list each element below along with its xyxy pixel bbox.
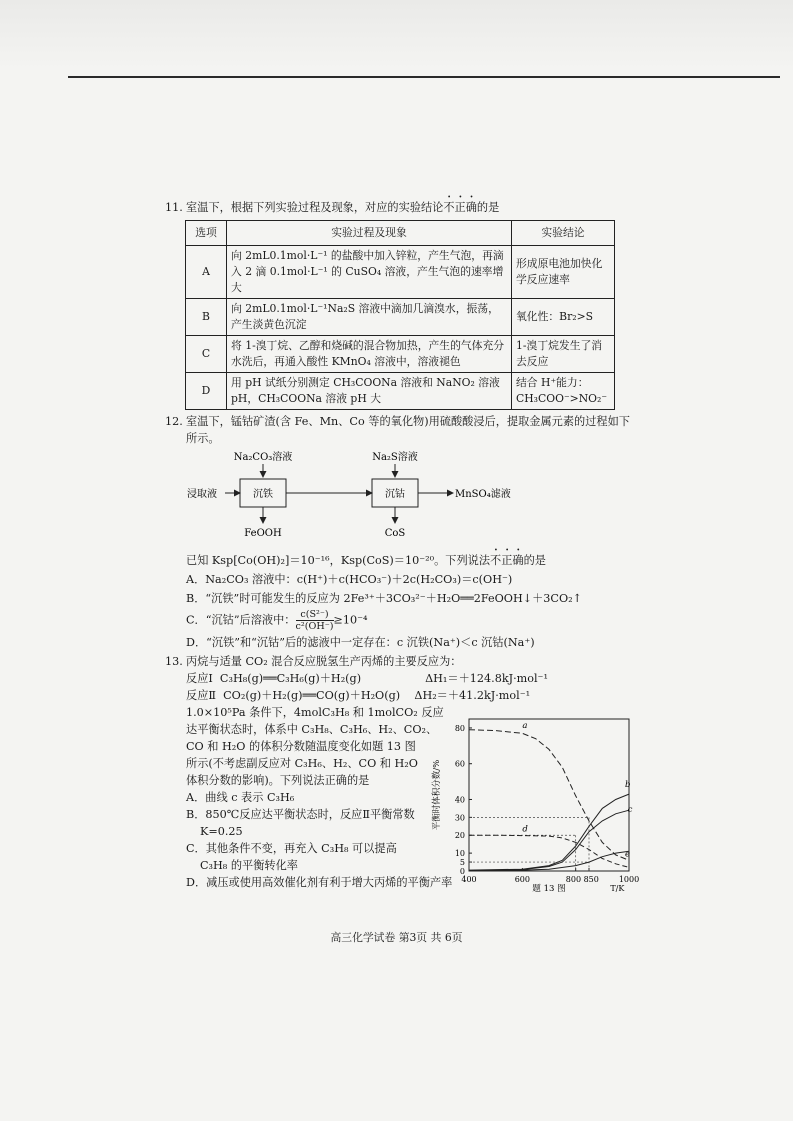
question-12 xyxy=(165,413,635,651)
flow-box-2-label: 沉钴 xyxy=(385,489,405,500)
table-row xyxy=(186,336,615,373)
y-tick-label: 30 xyxy=(454,813,465,823)
y-tick-label: 5 xyxy=(459,858,465,868)
series-label-b: b xyxy=(625,779,631,790)
series-label-d: d xyxy=(522,824,528,835)
q12-title-text: 室温下，锰钴矿渣(含 Fe、Mn、Co 等的氧化物)用硫酸酸浸后，提取金属元素的过程如下 xyxy=(186,415,630,428)
q13-description xyxy=(165,704,461,891)
reaction-2-equation: CO₂(g)＋H₂(g)══CO(g)＋H₂O(g) xyxy=(223,689,401,702)
y-tick-label: 0 xyxy=(459,867,465,876)
q11-conclusion-d: 结合 H⁺能力：CH₃COO⁻>NO₂⁻ xyxy=(512,373,615,410)
q11-title-post: 的是 xyxy=(476,201,500,214)
q11-header-conclusion: 实验结论 xyxy=(512,221,615,246)
q11-option-a: A xyxy=(186,246,227,299)
reaction-1-label: 反应Ⅰ xyxy=(186,672,213,685)
q11-option-d: D xyxy=(186,373,227,410)
y-tick-label: 40 xyxy=(454,795,465,805)
chart-series xyxy=(469,730,629,871)
table-row xyxy=(186,246,615,299)
q13-desc-line-5: 体积分数的影响)。下列说法正确的是 xyxy=(186,774,370,787)
y-tick-label: 20 xyxy=(454,831,465,841)
q11-conclusion-b: 氧化性：Br₂>S xyxy=(512,299,615,336)
page-footer: 高三化学试卷 第3页 共 6页 xyxy=(330,931,463,944)
series-line-b xyxy=(469,794,629,870)
fraction-denominator: c²(OH⁻) xyxy=(295,621,334,632)
q12-known-post: 的是 xyxy=(523,554,546,567)
q12-known xyxy=(186,547,635,569)
exam-page-content xyxy=(165,194,639,894)
q13-desc-line-1: 1.0×10⁵Pa 条件下，4molC₃H₈ 和 1molCO₂ 反应 xyxy=(186,706,444,719)
y-tick-label: 80 xyxy=(454,723,465,733)
series-label-c: c xyxy=(627,804,633,815)
q11-header-option: 选项 xyxy=(186,221,227,246)
q13-option-a: A．曲线 c 表示 C₃H₆ xyxy=(186,791,295,804)
x-tick-label: 800 850 xyxy=(565,875,599,884)
flow-product-1: FeOOH xyxy=(244,528,282,539)
q13-desc-line-2: 达平衡状态时，体系中 C₃H₈、C₃H₆、H₂、CO₂、 xyxy=(186,723,438,736)
q13-number: 13. xyxy=(165,655,183,668)
x-tick-label: 600 xyxy=(514,875,530,884)
q11-process-d: 用 pH 试纸分别测定 CH₃COONa 溶液和 NaNO₂ 溶液 pH，CH₃COONa 溶液 pH 大 xyxy=(227,373,512,410)
q12-known-text: 已知 Ksp[Co(OH)₂]＝10⁻¹⁶，Ksp(CoS)＝10⁻²⁰。下列说法 xyxy=(186,554,491,567)
q12-option-c-fraction xyxy=(296,609,334,632)
q13-option-b-line2: K=0.25 xyxy=(200,825,243,838)
flow-output: MnSO₄滤液 xyxy=(455,489,511,500)
q11-process-b: 向 2mL0.1mol·L⁻¹Na₂S 溶液中滴加几滴溴水，振荡，产生淡黄色沉淀 xyxy=(227,299,512,336)
y-axis-label: 平衡时体积分数/% xyxy=(432,759,442,831)
series-label-e: e xyxy=(625,849,631,860)
x-tick-label: 1000 xyxy=(618,875,639,884)
q13-option-c: C．其他条件不变，再充入 C₃H₈ 可以提高 xyxy=(186,842,397,855)
q12-title-line2: 所示。 xyxy=(186,432,220,445)
q11-header-row xyxy=(186,221,615,246)
figure-caption: 题 13 图 xyxy=(532,884,566,894)
chart-svg xyxy=(429,705,639,895)
q11-conclusion-a: 形成原电池加快化学反应速率 xyxy=(512,246,615,299)
q11-option-c: C xyxy=(186,336,227,373)
reaction-1-enthalpy: ΔH₁＝＋124.8kJ·mol⁻¹ xyxy=(425,672,548,685)
flow-reagent-2: Na₂S溶液 xyxy=(372,452,418,463)
q13-reaction-1 xyxy=(165,670,635,687)
question-11 xyxy=(165,194,635,410)
y-tick-label: 60 xyxy=(454,759,465,769)
table-row xyxy=(186,299,615,336)
scan-header-shadow xyxy=(0,0,793,70)
q11-title-pre: 室温下，根据下列实验过程及现象，对应的实验结论 xyxy=(186,201,444,214)
reaction-2-label: 反应Ⅱ xyxy=(186,689,216,702)
q13-desc-line-4: 所示(不考虑副反应对 C₃H₆、H₂、CO 和 H₂O xyxy=(186,757,418,770)
flow-box-1-label: 沉铁 xyxy=(253,489,273,500)
q11-title xyxy=(165,194,635,216)
flow-reagent-1: Na₂CO₃溶液 xyxy=(233,452,293,463)
q11-option-b: B xyxy=(186,299,227,336)
x-tick-label: 400 xyxy=(461,875,477,884)
q11-number: 11. xyxy=(165,201,183,214)
q11-header-process: 实验过程及现象 xyxy=(227,221,512,246)
q13-title xyxy=(165,653,635,670)
q12-option-c-post: ≥10⁻⁴ xyxy=(333,613,368,627)
header-rule xyxy=(68,76,780,78)
reaction-2-enthalpy: ΔH₂＝＋41.2kJ·mol⁻¹ xyxy=(414,689,531,702)
chart-axes xyxy=(469,719,629,871)
reaction-1-equation: C₃H₈(g)══C₃H₆(g)＋H₂(g) xyxy=(219,672,362,685)
series-label-a: a xyxy=(522,720,528,731)
table-row xyxy=(186,373,615,410)
q12-title xyxy=(165,413,635,430)
plot-frame xyxy=(469,719,629,871)
q12-option-c xyxy=(165,609,635,632)
q13-option-c-line2: C₃H₈ 的平衡转化率 xyxy=(200,859,298,872)
fraction-numerator: c(S²⁻) xyxy=(296,609,334,621)
q13-chart xyxy=(429,705,639,895)
series-line-c xyxy=(469,810,629,870)
series-line-e xyxy=(469,851,629,871)
q13-title-text: 丙烷与适量 CO₂ 混合反应脱氢生产丙烯的主要反应为： xyxy=(186,655,462,668)
q11-conclusion-c: 1-溴丁烷发生了消去反应 xyxy=(512,336,615,373)
series-line-a xyxy=(469,730,629,861)
q11-title-emphasis: 不正确 xyxy=(443,201,477,214)
y-tick-label: 10 xyxy=(454,849,465,859)
q12-option-b: B．“沉铁”时可能发生的反应为 2Fe³⁺＋3CO₃²⁻＋H₂O══2FeOOH↓＋3CO₂↑ xyxy=(186,592,582,605)
q12-known-emphasis: 不正确 xyxy=(490,554,524,567)
q11-table xyxy=(185,220,615,410)
series-line-d xyxy=(469,835,629,867)
flow-svg xyxy=(185,447,615,547)
question-13 xyxy=(165,653,639,894)
q12-number: 12. xyxy=(165,415,183,428)
q13-desc-line-3: CO 和 H₂O 的体积分数随温度变化如题 13 图 xyxy=(186,740,416,753)
q13-reaction-2 xyxy=(165,687,635,704)
q11-process-a: 向 2mL0.1mol·L⁻¹ 的盐酸中加入锌粒，产生气泡，再滴入 2 滴 0.1mol·L⁻¹ 的 CuSO₄ 溶液，产生气泡的速率增大 xyxy=(227,246,512,299)
q12-option-c-text: C．“沉钴”后溶液中： xyxy=(186,613,296,627)
flow-input: 浸取液 xyxy=(187,489,217,500)
q13-option-d: D．减压或使用高效催化剂有利于增大丙烯的平衡产率 xyxy=(186,876,453,889)
q11-process-c: 将 1-溴丁烷、乙醇和烧碱的混合物加热，产生的气体充分水洗后，再通入酸性 KMnO₄ 溶液中，溶液褪色 xyxy=(227,336,512,373)
q12-option-a: A．Na₂CO₃ 溶液中：c(H⁺)＋c(HCO₃⁻)＋2c(H₂CO₃)＝c(OH⁻) xyxy=(186,573,513,586)
q13-option-b: B．850℃反应达平衡状态时，反应Ⅱ平衡常数 xyxy=(186,808,415,821)
flow-product-2: CoS xyxy=(384,528,406,539)
q12-option-d: D．“沉铁”和“沉钴”后的滤液中一定存在：c 沉铁(Na⁺)＜c 沉钴(Na⁺) xyxy=(186,636,535,649)
q12-flow-diagram xyxy=(185,447,615,547)
x-axis-label: T/K xyxy=(610,884,625,893)
